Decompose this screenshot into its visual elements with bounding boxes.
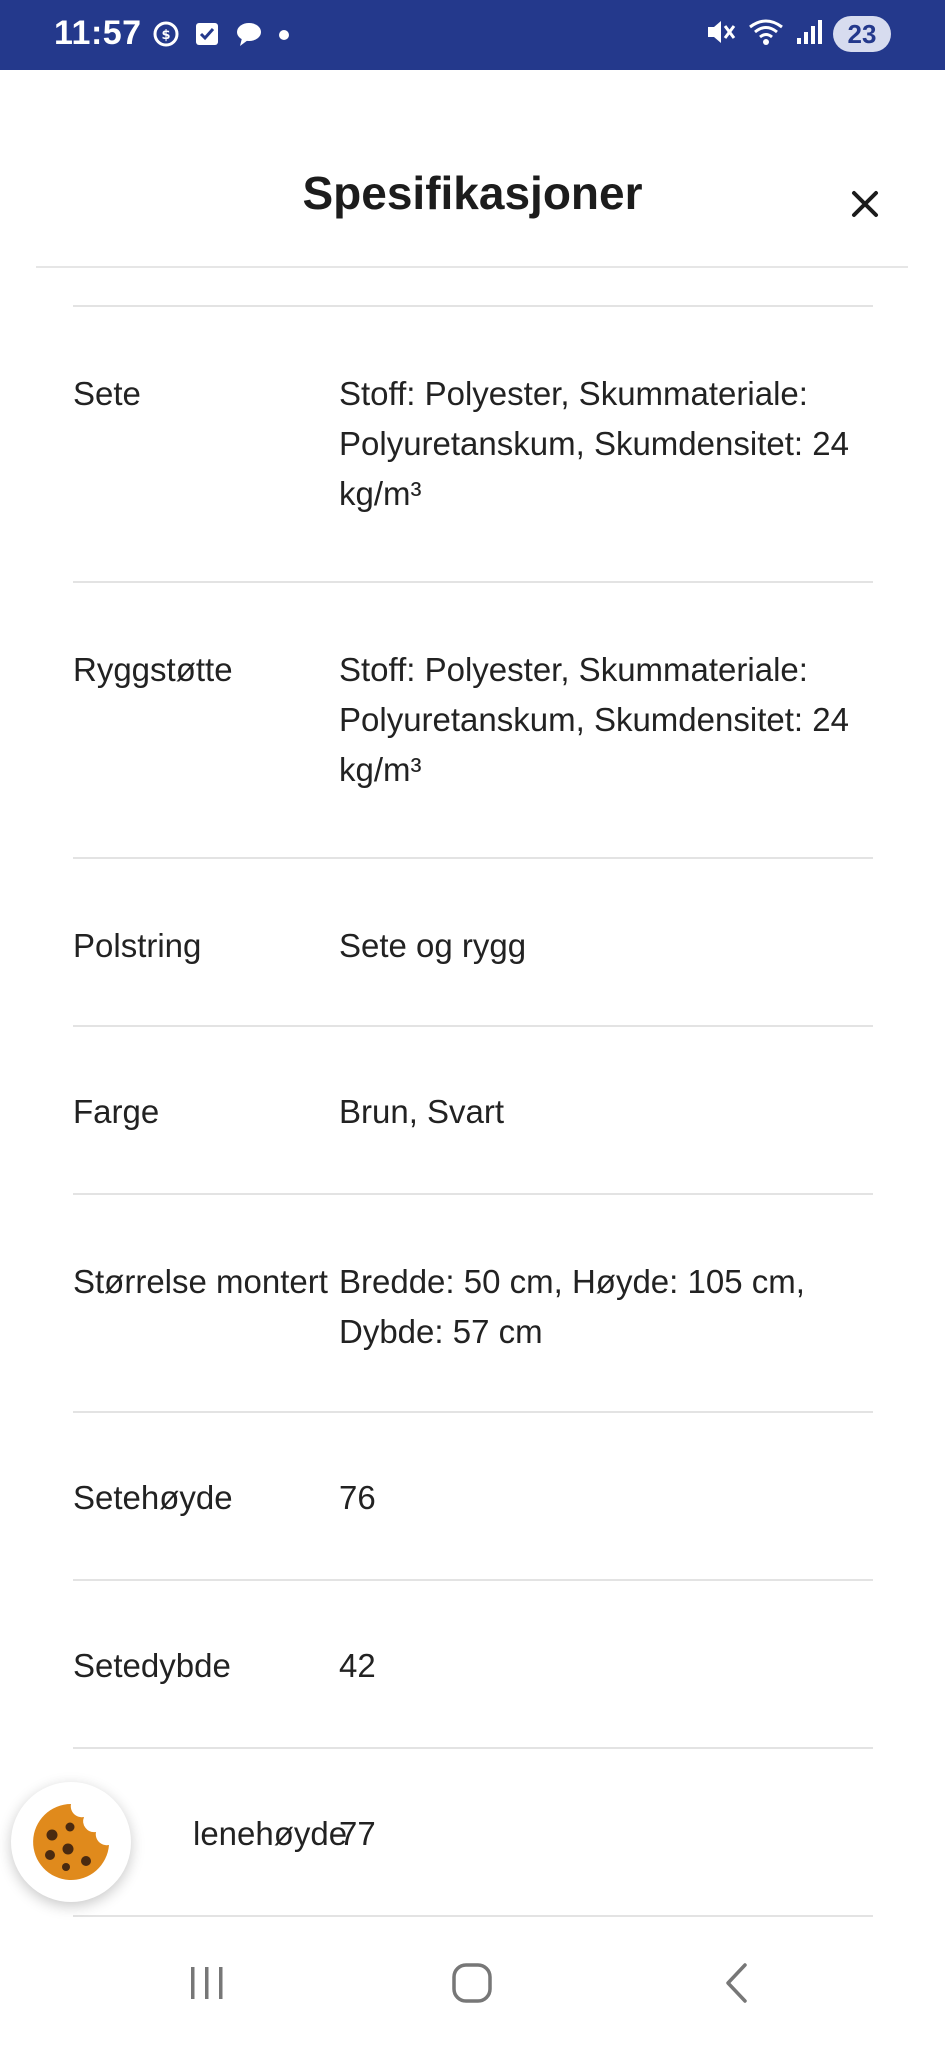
spec-row-setehoyde: [73, 1411, 873, 1579]
spec-row-farge: [73, 1025, 873, 1193]
status-bar: [0, 0, 945, 70]
spec-row-ryggstotte: [73, 581, 873, 857]
spec-value: Bredde: 50 cm, Høyde: 105 cm, Dybde: 57 cm: [339, 1263, 805, 1350]
spec-row-storrelse-montert: [73, 1193, 873, 1411]
checkbox-icon: [194, 21, 220, 52]
list-bottom-divider: [73, 1915, 873, 1917]
spec-label: Ryggstøtte: [73, 651, 233, 688]
spec-row-polstring: [73, 857, 873, 1025]
battery-indicator: 23: [833, 16, 891, 52]
spec-list: [73, 305, 873, 1917]
home-icon: [450, 1961, 494, 2005]
close-icon: [850, 189, 880, 219]
cookie-icon: [30, 1801, 112, 1883]
page-title: Spesifikasjoner: [302, 167, 643, 219]
spec-label: Setedybde: [73, 1647, 231, 1684]
data-saver-icon: [152, 20, 180, 53]
close-button[interactable]: [843, 182, 887, 226]
sheet-header: [0, 70, 945, 268]
spec-label: Setehøyde: [73, 1479, 233, 1516]
notification-icons: [152, 20, 290, 53]
spec-value: 76: [339, 1479, 376, 1516]
spec-label: Polstring: [73, 927, 202, 964]
back-button[interactable]: [702, 1948, 772, 2018]
mute-icon: [705, 17, 737, 52]
spec-value: Brun, Svart: [339, 1093, 505, 1130]
spec-value: 77: [339, 1815, 376, 1852]
recents-icon: [185, 1963, 229, 2003]
spec-value: 42: [339, 1647, 376, 1684]
spec-label: Farge: [73, 1093, 160, 1130]
signal-icon: [795, 18, 823, 51]
spec-row-setedybde: [73, 1579, 873, 1747]
spec-row-sete: [73, 305, 873, 581]
spec-label: Størrelse montert: [73, 1263, 328, 1300]
spec-value: Stoff: Polyester, Skummateriale: Polyuretanskum, Skumdensitet: 24 kg/m³: [339, 651, 849, 788]
recents-button[interactable]: [172, 1948, 242, 2018]
spec-value: Stoff: Polyester, Skummateriale: Polyuretanskum, Skumdensitet: 24 kg/m³: [339, 375, 849, 512]
header-divider: [36, 266, 908, 268]
back-icon: [719, 1961, 755, 2005]
spec-value: Sete og rygg: [339, 927, 527, 964]
spec-row-lenehoyde: [73, 1747, 873, 1915]
chat-bubble-icon: [234, 20, 264, 53]
wifi-icon: [747, 17, 785, 52]
dot-icon: [278, 28, 290, 46]
status-time: 11:57: [54, 14, 142, 52]
system-icons: [705, 16, 891, 52]
svg-text:$: $: [161, 28, 171, 43]
spec-label: Sete: [73, 375, 141, 412]
home-button[interactable]: [437, 1948, 507, 2018]
cookie-settings-button[interactable]: [11, 1782, 131, 1902]
spec-label-text: lenehøyde: [193, 1815, 348, 1852]
system-nav-bar: [0, 1920, 945, 2048]
